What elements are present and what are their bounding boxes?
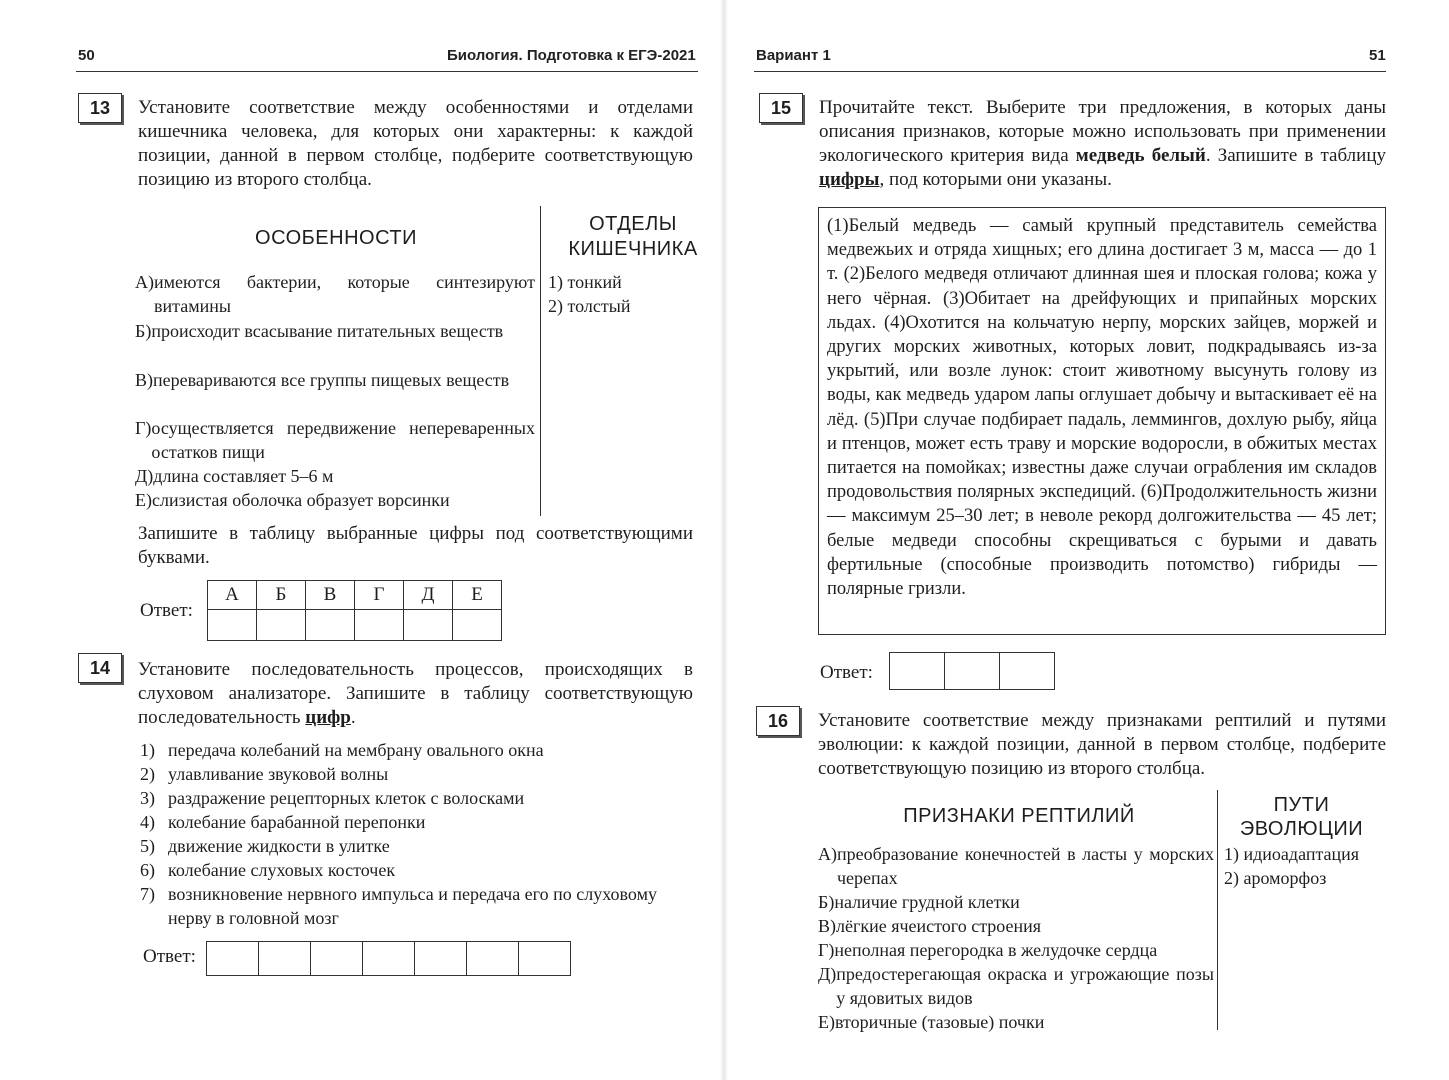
answer-letter: Д <box>404 581 453 610</box>
answer-table-13 <box>207 580 502 641</box>
step-text: передача колебаний на мембрану овального окна <box>168 740 544 760</box>
feature-letter: Д) <box>818 964 837 984</box>
right-page <box>724 0 1449 1080</box>
feature-item <box>135 319 535 343</box>
answer-label: Ответ: <box>143 946 196 967</box>
running-title: Вариант 1 <box>756 47 831 64</box>
answer-cell[interactable] <box>306 610 355 641</box>
answer-cell[interactable] <box>415 942 467 976</box>
feature-item <box>818 962 1214 1010</box>
step-number: 5) <box>140 836 155 856</box>
feature-text: предостерегающая окраска и угрожающие позы у ядовитых видов <box>836 964 1214 1008</box>
option-item: 1) идиоадаптация <box>1224 844 1360 864</box>
feature-letter: В) <box>818 916 836 936</box>
step-item <box>140 810 695 834</box>
feature-letter: Е) <box>818 1012 835 1032</box>
answer-label: Ответ: <box>140 600 193 621</box>
option-item: 1) тонкий <box>548 272 622 292</box>
feature-item <box>818 914 1214 938</box>
answer-cell[interactable] <box>259 942 311 976</box>
column-divider <box>540 206 541 516</box>
step-number: 4) <box>140 812 155 832</box>
step-text: движение жидкости в улитке <box>168 836 390 856</box>
feature-item <box>135 416 535 464</box>
answer-cell[interactable] <box>208 610 257 641</box>
answer-label: Ответ: <box>820 662 873 683</box>
column-header-paths-line1: ПУТИ <box>1273 794 1330 816</box>
column-header-sections-line1: ОТДЕЛЫ <box>589 213 677 235</box>
header-rule <box>754 71 1386 72</box>
question-16-prompt: Установите соответствие между признаками рептилий и путями эволюции: к каждой позиции, данной в первом столбце, подберите соответствующую позицию из второго столбца. <box>818 710 1386 779</box>
feature-text: происходит всасывание питательных веществ <box>151 321 504 341</box>
answer-cell[interactable] <box>355 610 404 641</box>
feature-letter: Б) <box>818 892 835 912</box>
feature-letter: Е) <box>135 490 152 510</box>
answer-cell[interactable] <box>519 942 571 976</box>
feature-letter: А) <box>135 272 154 292</box>
feature-item <box>135 270 535 318</box>
answer-cell[interactable] <box>945 653 1000 690</box>
step-item <box>140 786 695 810</box>
step-number: 3) <box>140 788 155 808</box>
column-header-features: ОСОБЕННОСТИ <box>255 227 417 249</box>
step-text: возникновение нервного импульса и передача его по слуховому нерву в головной мозг <box>168 884 657 928</box>
step-number: 7) <box>140 884 155 904</box>
feature-item <box>135 464 535 488</box>
answer-cell[interactable] <box>453 610 502 641</box>
column-divider <box>1217 790 1218 1030</box>
question-number-14: 14 <box>78 653 122 683</box>
feature-letter: Г) <box>135 418 152 438</box>
feature-item <box>818 938 1214 962</box>
feature-item <box>818 842 1214 890</box>
step-item <box>140 762 695 786</box>
column-header-paths-line2: ЭВОЛЮЦИИ <box>1239 818 1364 840</box>
answer-letter: Е <box>453 581 502 610</box>
feature-text: имеются бактерии, которые синтезируют витамины <box>154 272 535 316</box>
answer-cell[interactable] <box>257 610 306 641</box>
answer-cell[interactable] <box>363 942 415 976</box>
answer-letter: А <box>208 581 257 610</box>
feature-text: наличие грудной клетки <box>834 892 1020 912</box>
answer-letter: Б <box>257 581 306 610</box>
feature-text: лёгкие ячеистого строения <box>836 916 1042 936</box>
option-item: 2) толстый <box>548 296 631 316</box>
question-14-prompt: Установите последовательность процессов, происходящих в слуховом анализаторе. Запишите в таблицу соответствующую последовательность цифр. <box>138 659 693 728</box>
feature-item <box>818 1010 1214 1034</box>
feature-text: неполная перегородка в желудочке сердца <box>834 940 1158 960</box>
answer-table-15 <box>889 652 1055 690</box>
question-number-15: 15 <box>759 93 803 123</box>
page-number: 50 <box>78 47 95 64</box>
step-number: 6) <box>140 860 155 880</box>
feature-item <box>135 368 535 392</box>
answer-table-14 <box>206 941 571 976</box>
page-number: 51 <box>1369 47 1386 64</box>
step-number: 2) <box>140 764 155 784</box>
feature-item <box>135 488 535 512</box>
answer-letter: В <box>306 581 355 610</box>
header-rule <box>76 71 698 72</box>
column-header-sections-line2: КИШЕЧНИКА <box>568 238 698 260</box>
answer-cell[interactable] <box>207 942 259 976</box>
step-item <box>140 834 695 858</box>
step-item <box>140 882 695 930</box>
answer-letter: Г <box>355 581 404 610</box>
answer-cell[interactable] <box>890 653 945 690</box>
feature-letter: Б) <box>135 321 152 341</box>
feature-text: осуществляется передвижение непереваренных остатков пищи <box>151 418 535 462</box>
left-page <box>0 0 724 1080</box>
feature-text: вторичные (тазовые) почки <box>835 1012 1045 1032</box>
answer-cell[interactable] <box>311 942 363 976</box>
feature-text: длина составляет 5–6 м <box>153 466 334 486</box>
question-number-13: 13 <box>78 93 122 123</box>
step-text: раздражение рецепторных клеток с волосками <box>168 788 525 808</box>
question-13-instruction: Запишите в таблицу выбранные цифры под соответствующими буквами. <box>138 523 693 568</box>
feature-text: преобразование конечностей в ласты у морских черепах <box>837 844 1214 888</box>
feature-letter: Д) <box>135 466 154 486</box>
feature-letter: А) <box>818 844 837 864</box>
feature-letter: Г) <box>818 940 835 960</box>
question-15-prompt: Прочитайте текст. Выберите три предложения, в которых даны описания признаков, которые можно использовать при применении экологического критерия вида медведь белый. Запишите в таблицу цифры, под которыми они указаны. <box>819 97 1386 190</box>
option-item: 2) ароморфоз <box>1224 868 1327 888</box>
passage-box: (1)Белый медведь — самый крупный представитель семейства медвежьих и отряда хищных; его длина достигает 3 м, масса — до 1 т. (2)Белого медведя отличают длинная шея и плоская голова; кожа у него чёрная. (3)Обитает на дрейфующих и припайных морских льдах. (4)Охотится на кольчатую нерпу, морских зайцев, моржей и других морских животных, которых ловит, подкрадываясь из-за укрытий, или возле лунок: стоит животному высунуть голову из воды, как медведь ударом лапы оглушает добычу и вытаскивает её на лёд. (5)При случае подбирает падаль, леммингов, дохлую рыбу, яйца и птенцов, может есть траву и морские водоросли, в обжитых местах питается на помойках; известны даже случаи ограбления им складов продовольствия полярных экспедиций. (6)Продолжительность жизни — максимум 25–30 лет; в неволе рекорд долгожительства — 45 лет; белые медведи способны скрещиваться с бурыми и давать фертильные (способные производить потомство) гибриды — полярные гризли. <box>818 207 1386 635</box>
answer-cell[interactable] <box>1000 653 1055 690</box>
question-number-16: 16 <box>756 706 800 736</box>
column-header-traits: ПРИЗНАКИ РЕПТИЛИЙ <box>903 805 1135 827</box>
step-item <box>140 858 695 882</box>
feature-text: слизистая оболочка образует ворсинки <box>152 490 450 510</box>
step-item <box>140 738 695 762</box>
feature-text: перевариваются все группы пищевых веществ <box>153 370 510 390</box>
step-text: улавливание звуковой волны <box>168 764 389 784</box>
answer-cell[interactable] <box>404 610 453 641</box>
feature-letter: В) <box>135 370 153 390</box>
answer-cell[interactable] <box>467 942 519 976</box>
running-title: Биология. Подготовка к ЕГЭ-2021 <box>447 47 696 64</box>
step-text: колебание барабанной перепонки <box>168 812 426 832</box>
question-13-prompt: Установите соответствие между особенностями и отделами кишечника человека, для которых они характерны: к каждой позиции, данной в первом столбце, подберите соответствующую позицию из второго столбца. <box>138 97 693 190</box>
feature-item <box>818 890 1214 914</box>
step-text: колебание слуховых косточек <box>168 860 396 880</box>
step-number: 1) <box>140 740 155 760</box>
